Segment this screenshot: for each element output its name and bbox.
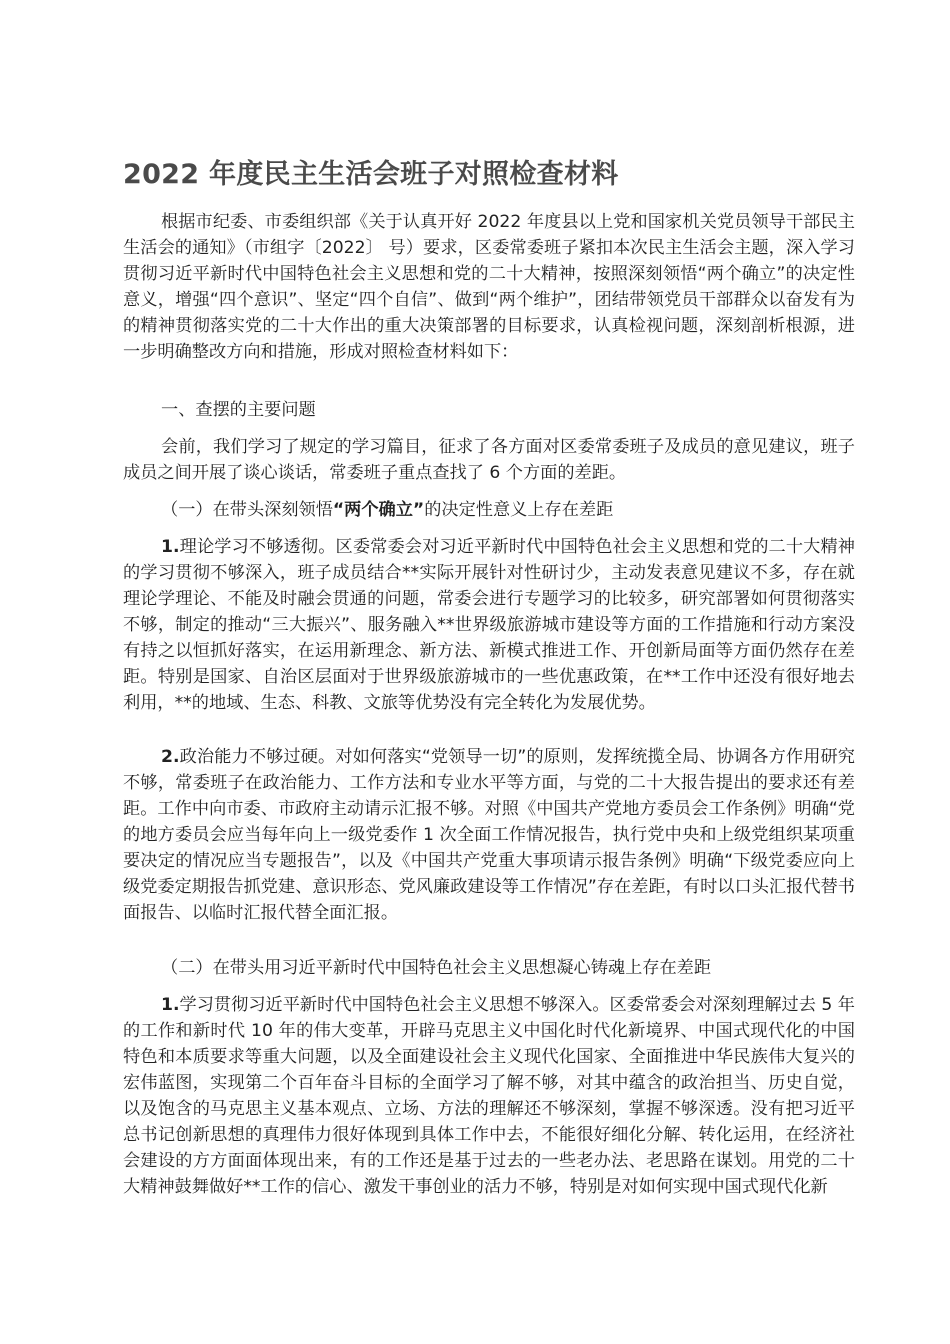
item1-2-paragraph (123, 744, 855, 926)
item1-2-number: 2. (161, 747, 180, 767)
section1-intro-paragraph: 会前，我们学习了规定的学习篇目，征求了各方面对区委常委班子及成员的意见建议，班子成员之间开展了谈心谈话，常委班子重点查找了 6 个方面的差距。 (123, 437, 855, 483)
item1-1-paragraph (123, 534, 855, 716)
subsection2-heading: （二）在带头用习近平新时代中国特色社会主义思想凝心铸魂上存在差距 (161, 958, 712, 978)
item1-2-text: 政治能力不够过硬。对如何落实“党领导一切”的原则，发挥统揽全局、协调各方作用研究不够，常委班子在政治能力、工作方法和专业水平等方面，与党的二十大报告提出的要求还有差距。工作中向市委、市政府主动请示汇报不够。对照《中国共产党地方委员会工作条例》明确“党的地方委员会应当每年向上一级党委作 1 次全面工作情况报告，执行党中央和上级党组织某项重要决定的情况应当专题报告”，以及《中国共产党重大事项请示报告条例》明确“下级党委应向上级党委定期报告抓党建、意识形态、党风廉政建设等工作情况”存在差距，有时以口头汇报代替书面报告、以临时汇报代替全面汇报。 (123, 747, 855, 923)
item2-1-paragraph (123, 992, 855, 1200)
subsection1-heading-pre: （一）在带头深刻领悟 (161, 500, 333, 520)
item1-1-text: 理论学习不够透彻。区委常委会对习近平新时代中国特色社会主义思想和党的二十大精神的学习贯彻不够深入，班子成员结合**实际开展针对性研讨少，主动发表意见建议不多，存在就理论学理论、不能及时融会贯通的问题，常委会进行专题学习的比较多，研究部署如何贯彻落实不够，制定的推动“三大振兴”、服务融入**世界级旅游城市建设等方面的工作措施和行动方案没有持之以恒抓好落实，在运用新理念、新方法、新模式推进工作、开创新局面等方面仍然存在差距。特别是国家、自治区层面对于世界级旅游城市的一些优惠政策，在**工作中还没有很好地去利用，**的地域、生态、科教、文旅等优势没有完全转化为发展优势。 (123, 537, 855, 713)
item2-1-number: 1. (161, 995, 180, 1015)
item2-1-text: 学习贯彻习近平新时代中国特色社会主义思想不够深入。区委常委会对深刻理解过去 5 年的工作和新时代 10 年的伟大变革，开辟马克思主义中国化时代化新境界、中国式现代化的中国特色和本质要求等重大问题，以及全面建设社会主义现代化国家、全面推进中华民族伟大复兴的宏伟蓝图，实现第二个百年奋斗目标的全面学习了解不够，对其中蕴含的政治担当、历史自觉，以及饱含的马克思主义基本观点、立场、方法的理解还不够深刻，掌握不够深透。没有把习近平总书记创新思想的真理伟力很好体现到具体工作中去，不能很好细化分解、转化运用，在经济社会建设的方方面面体现出来，有的工作还是基于过去的一些老办法、老思路在谋划。用党的二十大精神鼓舞做好**工作的信心、激发干事创业的活力不够，特别是对如何实现中国式现代化新 (123, 995, 855, 1197)
item1-1-number: 1. (161, 537, 180, 557)
intro-paragraph: 根据市纪委、市委组织部《关于认真开好 2022 年度县以上党和国家机关党员领导干部民主生活会的通知》（市组字〔2022〕 号）要求，区委常委班子紧扣本次民主生活会主题，深入学习贯彻习近平新时代中国特色社会主义思想和党的二十大精神，按照深刻领悟“两个确立”的决定性意义，增强“四个意识”、坚定“四个自信”、做到“两个维护”，团结带领党员干部群众以奋发有为的精神贯彻落实党的二十大作出的重大决策部署的目标要求，认真检视问题，深刻剖析根源，进一步明确整改方向和措施，形成对照检查材料如下： (123, 212, 855, 362)
subsection1-heading-emphasis: “两个确立” (332, 500, 425, 520)
subsection1-heading (123, 497, 855, 523)
subsection1-heading-post: 的决定性意义上存在差距 (424, 500, 614, 520)
section1-heading: 一、查摆的主要问题 (161, 400, 316, 420)
document-title: 2022 年度民主生活会班子对照检查材料 (123, 159, 619, 190)
